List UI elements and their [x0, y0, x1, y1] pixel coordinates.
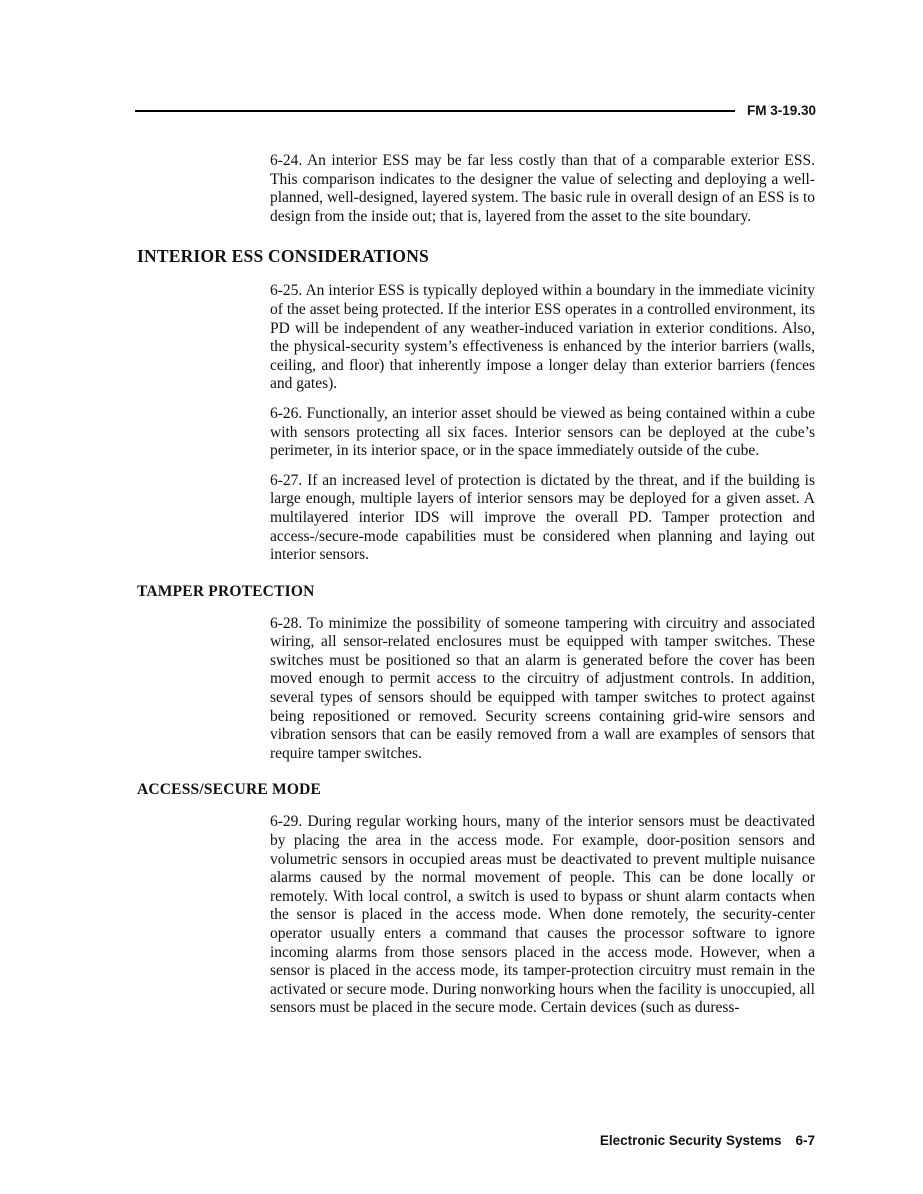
paragraph-6-28: 6-28. To minimize the possibility of someone tampering with circuitry and associated wiring, all sensor-related enclosures must be equipped with tamper switches. These switches must be positioned so that an alarm is generated before the cover has been moved enough to permit access to the circuitry of adjustment controls. In addition, several types of sensors should be equipped with tamper switches to protect against being repositioned or removed. Security screens containing grid-wire sensors and vibration sensors that can be easily removed from a wall are examples of sensors that require tamper switches. — [270, 614, 815, 762]
footer-label: Electronic Security Systems — [599, 1133, 782, 1148]
subsection-heading-access-secure-mode: ACCESS/SECURE MODE — [137, 781, 322, 799]
page-header — [135, 103, 816, 118]
page-footer — [600, 1133, 815, 1148]
document-body — [137, 152, 815, 1029]
document-number: FM 3-19.30 — [746, 103, 816, 118]
paragraph-6-26: 6-26. Functionally, an interior asset should be viewed as being contained within a cube with sensors protecting all six faces. Interior sensors can be deployed at the cube’s perimeter, in its interior space, or in the space immediately outside of the cube. — [270, 404, 815, 460]
paragraph-6-25: 6-25. An interior ESS is typically deployed within a boundary in the immediate vicinity of the asset being protected. If the interior ESS operates in a controlled environment, its PD will be independent of any weather-induced variation in exterior conditions. Also, the physical-security system’s effectiveness is enhanced by the interior barriers (walls, ceiling, and floor) that inherently impose a longer delay than exterior barriers (fences and gates). — [270, 282, 815, 393]
footer-page-number: 6-7 — [795, 1133, 815, 1148]
header-rule — [135, 110, 735, 112]
paragraph-6-27: 6-27. If an increased level of protection is dictated by the threat, and if the building is large enough, multiple layers of interior sensors may be deployed for a given asset. A multilayered interior IDS will improve the overall PD. Tamper protection and access-/secure-mode capabilities must be considered when planning and laying out interior sensors. — [270, 471, 815, 564]
paragraph-6-24: 6-24. An interior ESS may be far less costly than that of a comparable exterior ESS. This comparison indicates to the designer the value of selecting and deploying a well-planned, well-designed, layered system. The basic rule in overall design of an ESS is to design from the inside out; that is, layered from the asset to the site boundary. — [270, 152, 815, 225]
section-heading-interior-ess-considerations: INTERIOR ESS CONSIDERATIONS — [137, 246, 429, 267]
subsection-heading-tamper-protection: TAMPER PROTECTION — [137, 582, 315, 600]
paragraph-6-29: 6-29. During regular working hours, many of the interior sensors must be deactivated by placing the area in the access mode. For example, door-position sensors and volumetric sensors in occupied areas must be deactivated to prevent multiple nuisance alarms caused by the normal movement of people. This can be done locally or remotely. With local control, a switch is used to bypass or shunt alarm contacts when the sensor is placed in the access mode. When done remotely, the security-center operator usually enters a command that causes the processor software to ignore incoming alarms from those sensors placed in the access mode. However, when a sensor is placed in the access mode, its tamper-protection circuitry must remain in the activated or secure mode. During nonworking hours when the facility is unoccupied, all sensors must be placed in the secure mode. Certain devices (such as duress- — [270, 813, 815, 1017]
